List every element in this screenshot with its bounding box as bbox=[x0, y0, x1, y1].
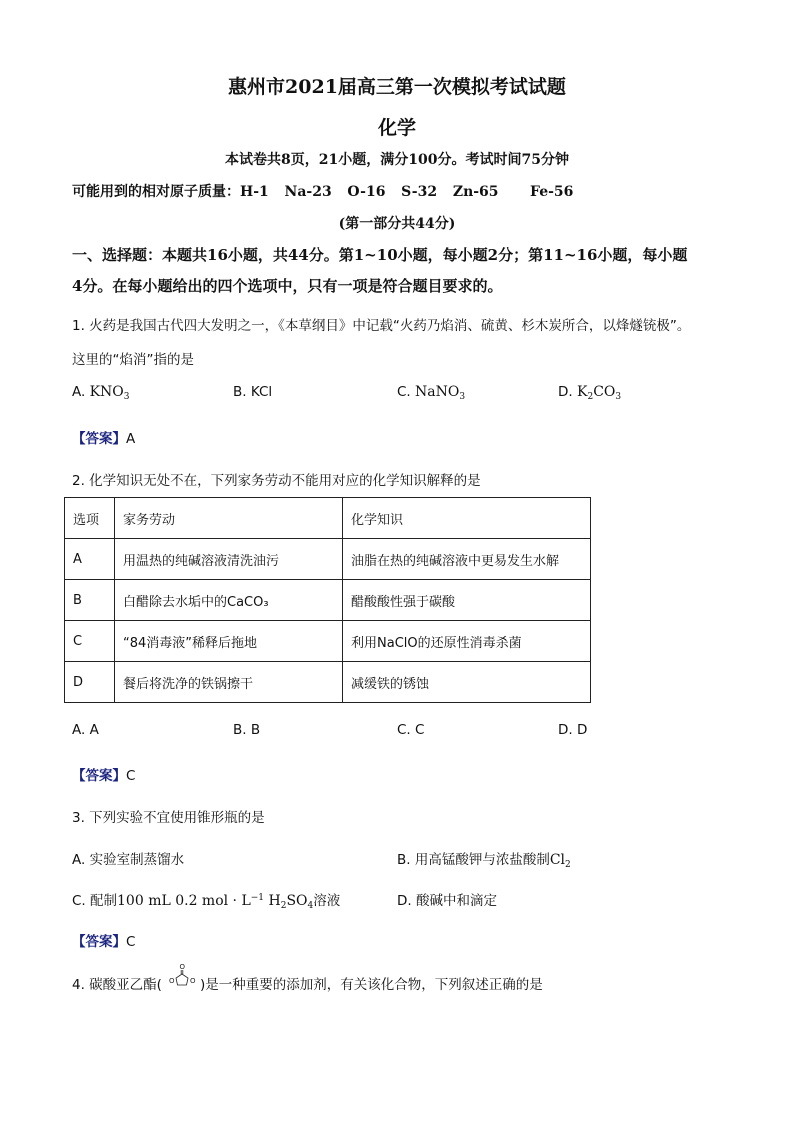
subject-title: 化学 bbox=[377, 117, 416, 139]
table-row bbox=[65, 621, 591, 662]
table-cell: A bbox=[65, 539, 115, 580]
q2-option-b: B. B bbox=[233, 722, 261, 738]
svg-text:O: O bbox=[169, 977, 175, 985]
q2-answer: 【答案】C bbox=[72, 768, 136, 784]
ethylene-carbonate-structure-icon bbox=[164, 962, 200, 990]
table-header-cell: 选项 bbox=[65, 498, 115, 539]
q2-option-d: D. D bbox=[558, 722, 588, 738]
q2-option-c: C. C bbox=[397, 722, 425, 738]
q3-option-b: B. 用高锰酸钾与浓盐酸制$Cl_2$ bbox=[397, 852, 571, 870]
table-cell: 用温热的纯碱溶液清洗油污 bbox=[115, 539, 343, 580]
table-cell: 减缓铁的锈蚀 bbox=[343, 662, 591, 703]
table-cell: 油脂在热的纯碱溶液中更易发生水解 bbox=[343, 539, 591, 580]
q3-answer: 【答案】C bbox=[72, 934, 136, 950]
table-cell: B bbox=[65, 580, 115, 621]
q1-option-c: C. NaNO$_3$ bbox=[397, 384, 466, 402]
table-cell: 餐后将洗净的铁锅擦干 bbox=[115, 662, 343, 703]
table-cell: “84消毒液”稀释后拖地 bbox=[115, 621, 343, 662]
q1-option-b: B. KCl bbox=[233, 384, 273, 400]
section-heading-line2: 4分。在每小题给出的四个选项中，只有一项是符合题目要求的。 bbox=[72, 277, 503, 295]
q2-stem: 2. 化学知识无处不在，下列家务劳动不能用对应的化学知识解释的是 bbox=[72, 473, 481, 489]
table-row bbox=[65, 539, 591, 580]
q3-option-c: C. 配制100 mL 0.2 mol · $L^{-1}$ $H_2SO_4$溶液 bbox=[72, 893, 341, 911]
q2-option-a: A. A bbox=[72, 722, 99, 738]
q1-option-a: A. $KNO_3$ bbox=[72, 384, 130, 402]
q2-table bbox=[64, 497, 591, 703]
table-row bbox=[65, 662, 591, 703]
table-cell: D bbox=[65, 662, 115, 703]
exam-info: 本试卷共8页，21小题，满分100分。考试时间75分钟 bbox=[225, 152, 569, 168]
section-heading-line1: 一、选择题：本题共16小题，共44分。第1~10小题，每小题2分；第11~16小题，每小题 bbox=[72, 246, 688, 264]
table-cell: C bbox=[65, 621, 115, 662]
table-row bbox=[65, 580, 591, 621]
q1-answer: 【答案】A bbox=[72, 431, 136, 447]
q3-stem: 3. 下列实验不宜使用锥形瓶的是 bbox=[72, 810, 265, 826]
q4-stem-prefix: 4. 碳酸亚乙酯( bbox=[72, 977, 162, 993]
table-header-row bbox=[65, 498, 591, 539]
q4-stem-suffix: )是一种重要的添加剂，有关该化合物，下列叙述正确的是 bbox=[200, 977, 543, 993]
table-header-cell: 化学知识 bbox=[343, 498, 591, 539]
page-title: 惠州市2021届高三第一次模拟考试试题 bbox=[228, 76, 566, 98]
atomic-masses: 可能用到的相对原子质量：H-1 Na-23 O-16 S-32 Zn-65 Fe-56 bbox=[72, 184, 574, 200]
table-header-cell: 家务劳动 bbox=[115, 498, 343, 539]
part-heading: (第一部分共44分) bbox=[338, 216, 456, 232]
table-cell: 醋酸酸性强于碳酸 bbox=[343, 580, 591, 621]
table-cell: 白醋除去水垢中的CaCO₃ bbox=[115, 580, 343, 621]
q1-stem-line2: 这里的“焰消”指的是 bbox=[72, 352, 194, 368]
q3-option-a: A. 实验室制蒸馏水 bbox=[72, 852, 185, 868]
svg-text:O: O bbox=[179, 963, 186, 971]
table-cell: 利用NaClO的还原性消毒杀菌 bbox=[343, 621, 591, 662]
svg-text:O: O bbox=[190, 977, 196, 985]
q1-option-d: D. $K_2CO_3$ bbox=[558, 384, 622, 402]
q1-stem-line1: 1. 火药是我国古代四大发明之一，《本草纲目》中记载“火药乃焰消、硫黄、杉木炭所合，以烽燧铳极”。 bbox=[72, 318, 691, 334]
q3-option-d: D. 酸碱中和滴定 bbox=[397, 893, 497, 909]
